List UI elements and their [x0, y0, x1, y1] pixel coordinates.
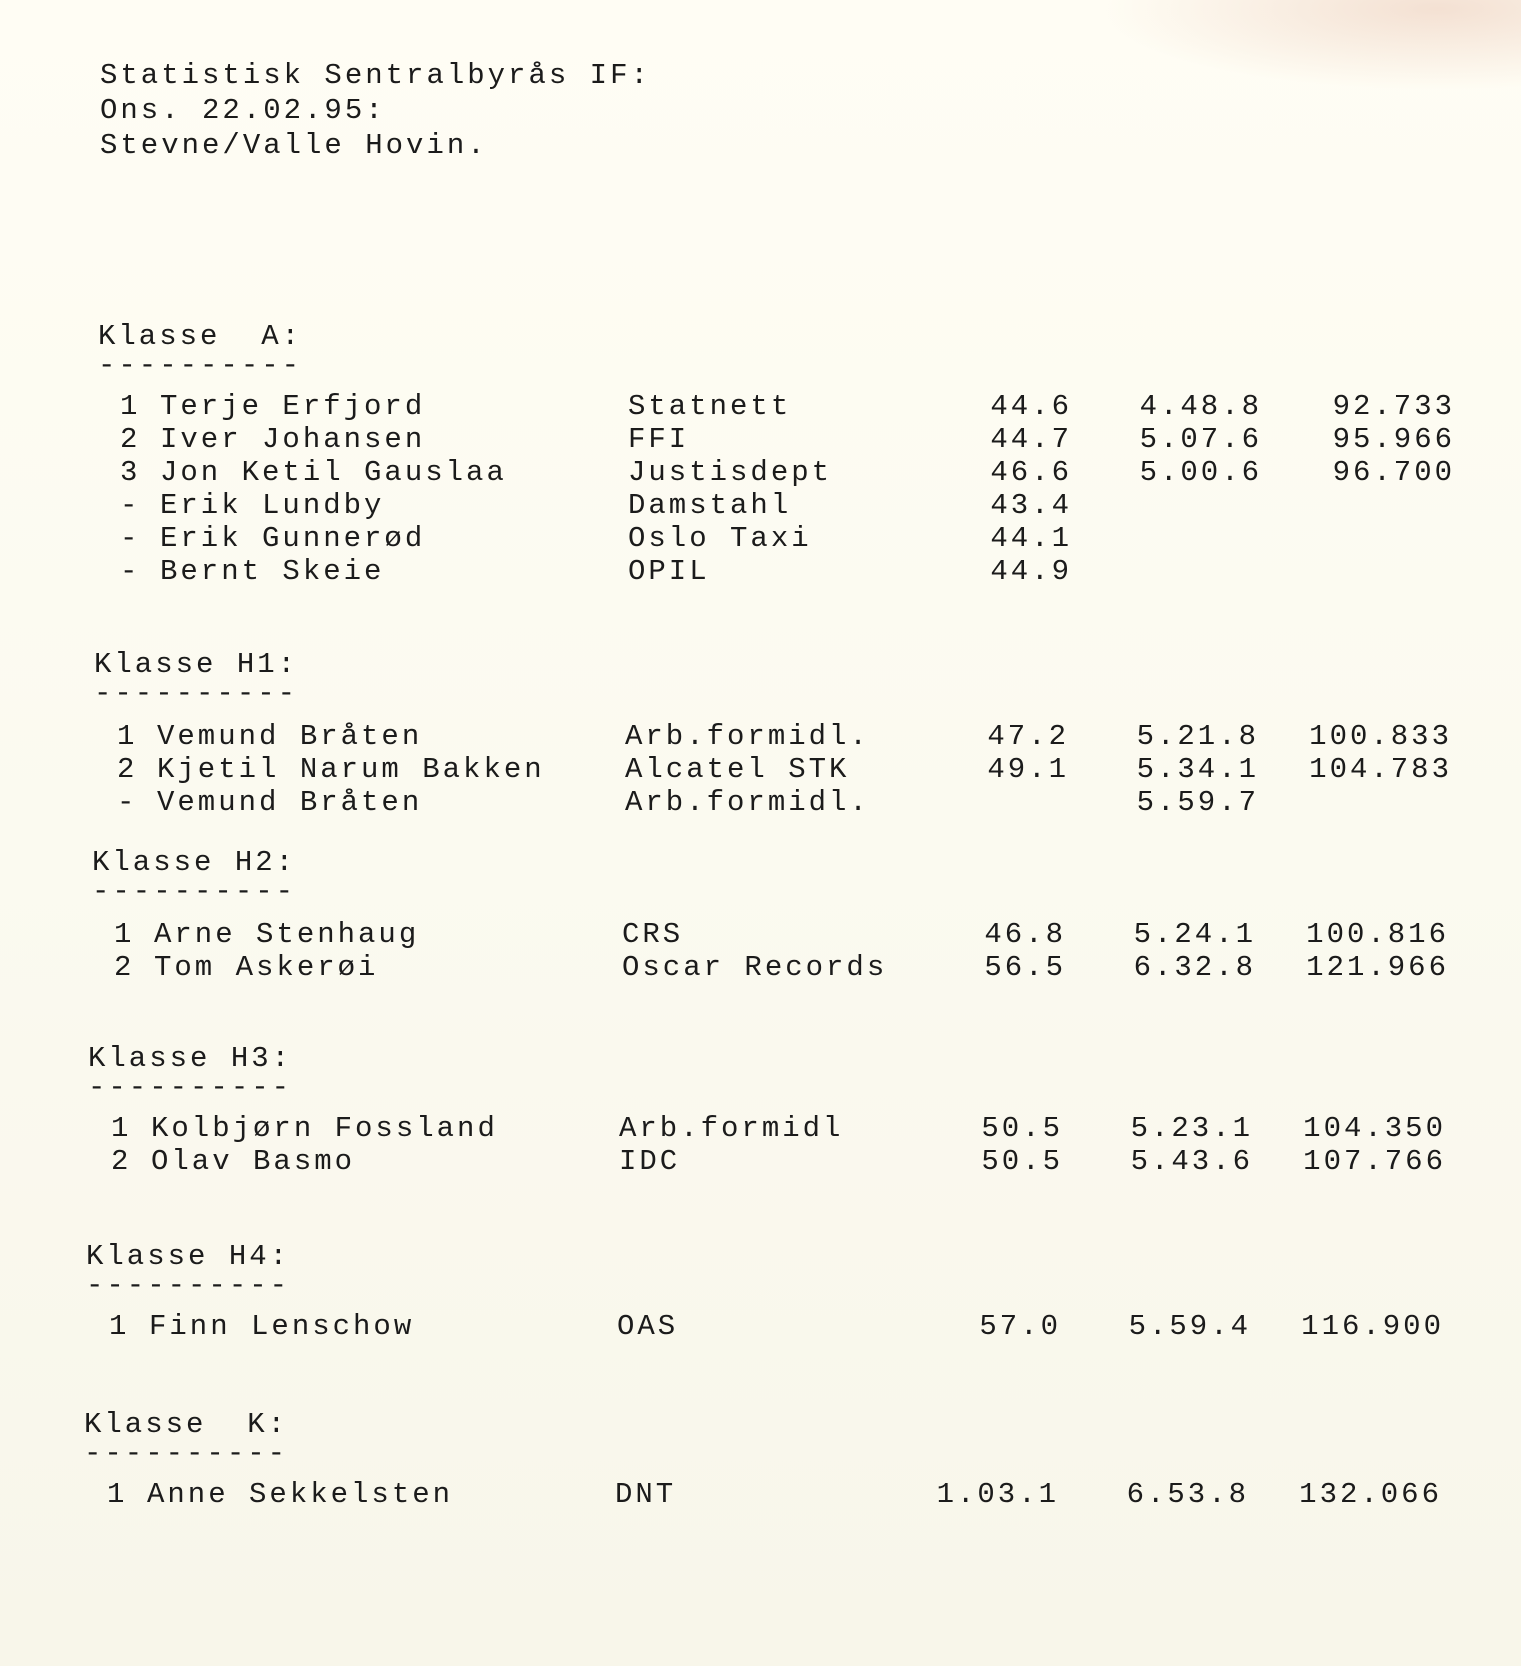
athlete-name: Vemund Bråten — [157, 720, 423, 753]
club-name: IDC — [619, 1145, 681, 1178]
time-3000m: 5.59.7 — [1136, 786, 1259, 819]
club-name: Oslo Taxi — [628, 522, 812, 555]
time-3000m: 5.34.1 — [1136, 753, 1259, 786]
time-500m: 47.2 — [987, 720, 1069, 753]
time-500m: 46.6 — [990, 456, 1072, 489]
club-name: Arb.formidl. — [625, 720, 870, 753]
athlete-name: Anne Sekkelsten — [147, 1478, 454, 1511]
athlete-name: Arne Stenhaug — [154, 918, 420, 951]
time-500m: 56.5 — [984, 951, 1066, 984]
placing: 3 — [120, 456, 141, 489]
result-row — [0, 951, 1521, 985]
class-title: Klasse K: — [84, 1408, 289, 1441]
underline-dashes: ---------- — [94, 677, 299, 710]
time-500m: 50.5 — [981, 1112, 1063, 1145]
total-points: 100.833 — [1309, 720, 1452, 753]
placing: 1 — [120, 390, 141, 423]
club-name: Oscar Records — [622, 951, 888, 984]
time-500m: 44.9 — [990, 555, 1072, 588]
placing: - — [120, 489, 141, 522]
club-name: OAS — [617, 1310, 679, 1343]
club-name: Justisdept — [628, 456, 833, 489]
result-row — [0, 918, 1521, 952]
total-points: 100.816 — [1306, 918, 1449, 951]
athlete-name: Vemund Bråten — [157, 786, 423, 819]
document-header — [100, 58, 651, 163]
club-name: OPIL — [628, 555, 710, 588]
placing: 1 — [114, 918, 135, 951]
placing: - — [120, 555, 141, 588]
result-row — [0, 423, 1521, 457]
class-title: Klasse H3: — [88, 1042, 293, 1075]
result-row — [0, 522, 1521, 556]
time-500m: 44.6 — [990, 390, 1072, 423]
total-points: 104.783 — [1309, 753, 1452, 786]
club-name: DNT — [615, 1478, 677, 1511]
event-date: Ons. 22.02.95: — [100, 94, 386, 127]
total-points: 132.066 — [1299, 1478, 1442, 1511]
athlete-name: Finn Lenschow — [149, 1310, 415, 1343]
result-row — [0, 753, 1521, 787]
time-3000m: 5.59.4 — [1128, 1310, 1251, 1343]
result-row — [0, 1145, 1521, 1179]
time-3000m: 6.32.8 — [1133, 951, 1256, 984]
time-3000m: 6.53.8 — [1126, 1478, 1249, 1511]
athlete-name: Terje Erfjord — [160, 390, 426, 423]
result-row — [0, 786, 1521, 820]
club-name: CRS — [622, 918, 684, 951]
underline-dashes: ---------- — [86, 1269, 291, 1302]
class-title: Klasse A: — [98, 320, 303, 353]
athlete-name: Kolbjørn Fossland — [151, 1112, 498, 1145]
result-row — [0, 489, 1521, 523]
time-500m: 57.0 — [979, 1310, 1061, 1343]
result-row — [0, 720, 1521, 754]
time-3000m: 5.00.6 — [1139, 456, 1262, 489]
time-500m: 44.7 — [990, 423, 1072, 456]
club-name: FFI — [628, 423, 690, 456]
time-500m: 43.4 — [990, 489, 1072, 522]
time-3000m: 5.43.6 — [1130, 1145, 1253, 1178]
time-3000m: 5.21.8 — [1136, 720, 1259, 753]
total-points: 104.350 — [1303, 1112, 1446, 1145]
club-name: Damstahl — [628, 489, 792, 522]
time-500m: 49.1 — [987, 753, 1069, 786]
placing: 2 — [117, 753, 138, 786]
placing: 1 — [107, 1478, 128, 1511]
underline-dashes: ---------- — [84, 1437, 289, 1470]
athlete-name: Tom Askerøi — [154, 951, 379, 984]
placing: 2 — [120, 423, 141, 456]
club-name: Statnett — [628, 390, 792, 423]
total-points: 121.966 — [1306, 951, 1449, 984]
time-500m: 50.5 — [981, 1145, 1063, 1178]
time-3000m: 5.23.1 — [1130, 1112, 1253, 1145]
result-row — [0, 555, 1521, 589]
class-title: Klasse H2: — [92, 846, 297, 879]
class-title: Klasse H4: — [86, 1240, 291, 1273]
time-500m: 44.1 — [990, 522, 1072, 555]
underline-dashes: ---------- — [88, 1071, 293, 1104]
total-points: 116.900 — [1301, 1310, 1444, 1343]
result-row — [0, 1310, 1521, 1344]
athlete-name: Erik Lundby — [160, 489, 385, 522]
club-title: Statistisk Sentralbyrås IF: — [100, 59, 651, 92]
placing: 1 — [117, 720, 138, 753]
athlete-name: Iver Johansen — [160, 423, 426, 456]
athlete-name: Kjetil Narum Bakken — [157, 753, 545, 786]
placing: 1 — [111, 1112, 132, 1145]
paper-stain — [1101, 0, 1521, 90]
placing: - — [120, 522, 141, 555]
athlete-name: Erik Gunnerød — [160, 522, 426, 555]
placing: 2 — [114, 951, 135, 984]
underline-dashes: ---------- — [92, 875, 297, 908]
result-row — [0, 1478, 1521, 1512]
total-points: 92.733 — [1332, 390, 1455, 423]
club-name: Arb.formidl. — [625, 786, 870, 819]
total-points: 95.966 — [1332, 423, 1455, 456]
club-name: Alcatel STK — [625, 753, 850, 786]
class-title: Klasse H1: — [94, 648, 299, 681]
placing: 1 — [109, 1310, 130, 1343]
result-row — [0, 456, 1521, 490]
athlete-name: Bernt Skeie — [160, 555, 385, 588]
athlete-name: Jon Ketil Gauslaa — [160, 456, 507, 489]
time-3000m: 5.07.6 — [1139, 423, 1262, 456]
result-row — [0, 390, 1521, 424]
placing: 2 — [111, 1145, 132, 1178]
time-3000m: 4.48.8 — [1139, 390, 1262, 423]
time-500m: 46.8 — [984, 918, 1066, 951]
result-row — [0, 1112, 1521, 1146]
total-points: 107.766 — [1303, 1145, 1446, 1178]
club-name: Arb.formidl — [619, 1112, 844, 1145]
time-3000m: 5.24.1 — [1133, 918, 1256, 951]
total-points: 96.700 — [1332, 456, 1455, 489]
placing: - — [117, 786, 138, 819]
underline-dashes: ---------- — [98, 349, 303, 382]
time-500m: 1.03.1 — [936, 1478, 1059, 1511]
event-venue: Stevne/Valle Hovin. — [100, 129, 488, 162]
athlete-name: Olav Basmo — [151, 1145, 356, 1178]
